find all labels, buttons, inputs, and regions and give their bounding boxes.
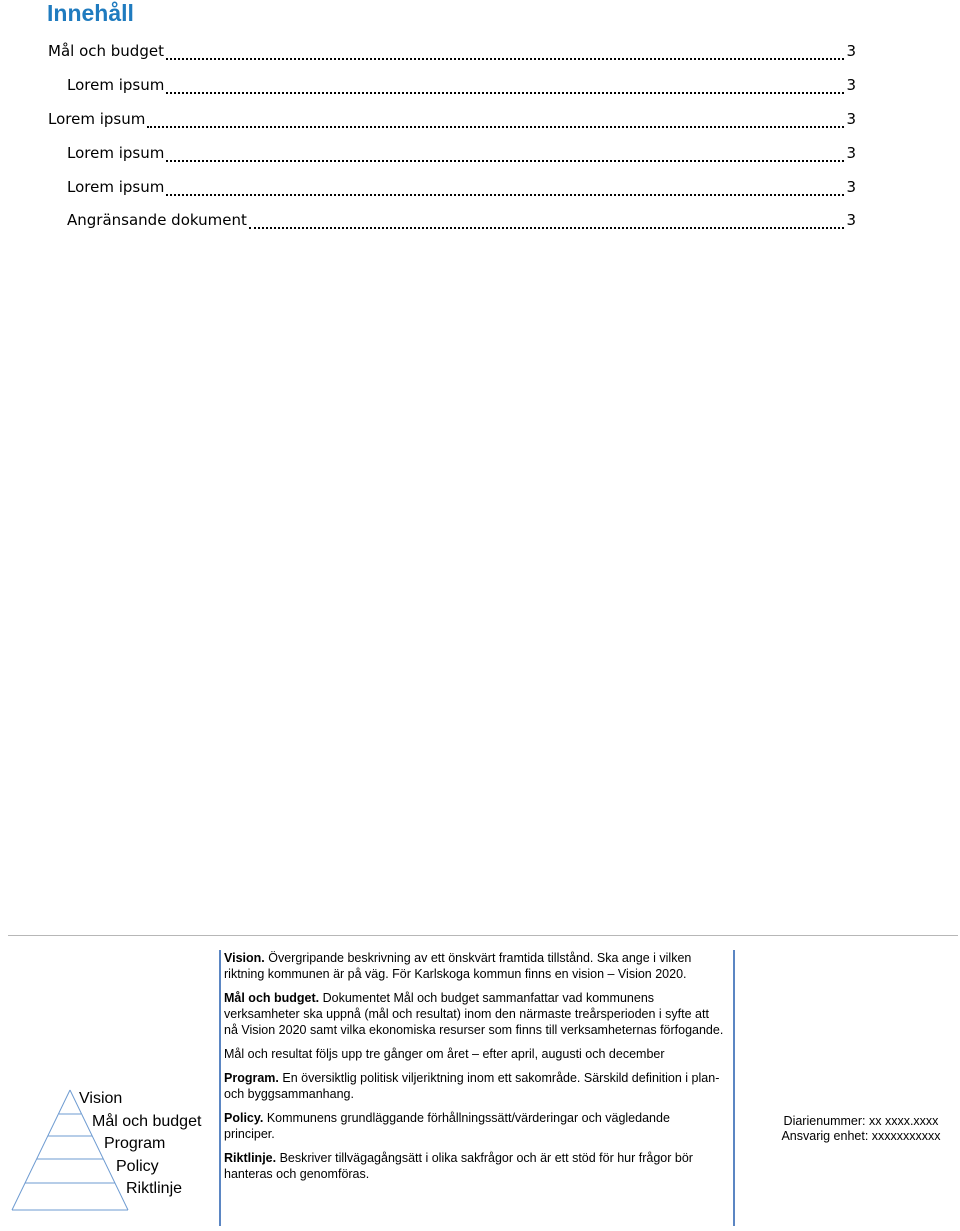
footer-divider [8,935,958,936]
definition-text: En översiktlig politisk viljeriktning inom ett sakområde. Särskild definition i plan- och byggsammanhang. [224,1071,720,1101]
definition-policy [224,1110,724,1142]
toc-entry-label: Angränsande dokument [67,211,247,229]
definition-mal-och-budget [224,990,724,1038]
toc-entry-label: Lorem ipsum [67,144,165,162]
toc-entry-label: Lorem ipsum [67,76,165,94]
toc-entry-lorem-ipsum-1[interactable] [67,76,856,98]
definition-vision [224,950,694,982]
followup-text: Mål och resultat följs upp tre gånger om året – efter april, augusti och december [224,1047,665,1061]
toc-entry-label: Lorem ipsum [67,178,165,196]
toc-page-number: 3 [846,178,856,196]
toc-heading: Innehåll [47,0,134,26]
toc-page-number: 3 [846,42,856,60]
pyramid-label-policy: Policy [116,1158,159,1175]
ansvarig-enhet: Ansvarig enhet: xxxxxxxxxxx [781,1129,941,1143]
definition-text: Kommunens grundläggande förhållningssätt/värderingar och vägledande principer. [224,1111,670,1141]
definition-program [224,1070,724,1102]
definition-text: Beskriver tillvägagångsätt i olika sakfrågor och är ett stöd för hur frågor bör hanteras och genomföras. [224,1151,693,1181]
toc-entry-lorem-ipsum-3[interactable] [67,144,856,166]
definitions-column [224,950,724,1190]
toc-dot-leader [166,92,844,94]
right-column-rule [733,950,735,1226]
toc-page-number: 3 [846,144,856,162]
document-metadata [766,1114,956,1144]
definition-text: Övergripande beskrivning av ett önskvärt framtida tillstånd. Ska ange i vilken riktning kommunen är på väg. För Karlskoga kommun finns en vision – Vision 2020. [224,951,692,981]
toc-dot-leader [166,194,844,196]
followup-note [224,1046,724,1062]
definition-riktlinje [224,1150,724,1182]
left-column-rule [219,950,221,1226]
definition-term: Policy. [224,1111,264,1125]
pyramid-label-vision: Vision [79,1090,123,1107]
pyramid-label-mal-och-budget: Mål och budget [92,1113,202,1130]
toc-page-number: 3 [846,76,856,94]
toc-dot-leader [147,126,844,128]
toc-entry-label: Mål och budget [48,42,164,60]
toc-page-number: 3 [846,211,856,229]
pyramid-left-edge [12,1090,70,1210]
pyramid-label-program: Program [104,1135,166,1152]
toc-dot-leader [249,227,844,229]
toc-entry-angransande-dokument[interactable] [67,211,856,233]
definition-term: Program. [224,1071,279,1085]
pyramid-label-riktlinje: Riktlinje [126,1180,183,1197]
definition-text: Dokumentet Mål och budget sammanfattar vad kommunens verksamheter ska uppnå (mål och resultat) inom den närmaste treårsperioden i syfte att nå Vision 2020 samt vilka ekonomiska resurser som finns till verksamheternas förfogande. [224,991,724,1037]
definition-term: Vision. [224,951,265,965]
document-hierarchy-pyramid [10,1084,220,1219]
toc-entry-mal-och-budget[interactable] [48,42,856,64]
toc-entry-label: Lorem ipsum [48,110,146,128]
toc-dot-leader [166,58,844,60]
definition-term: Mål och budget. [224,991,320,1005]
toc-page-number: 3 [846,110,856,128]
toc-entry-lorem-ipsum-4[interactable] [67,178,856,200]
definition-term: Riktlinje. [224,1151,277,1165]
diarienummer: Diarienummer: xx xxxx.xxxx [783,1114,939,1128]
toc-entry-lorem-ipsum-2[interactable] [48,110,856,132]
toc-dot-leader [166,160,844,162]
